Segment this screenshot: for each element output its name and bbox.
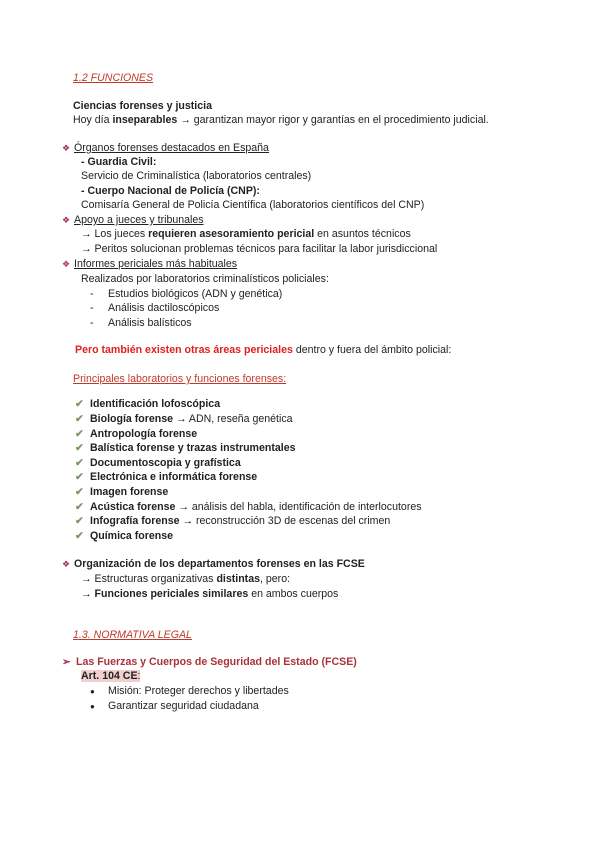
fcse-art: Art. 104 CE: [81, 670, 141, 682]
organos-title-row: ❖ Órganos forenses destacados en España [62, 142, 269, 154]
lab-item: ✔ Acústica forense → análisis del habla, identificación de interlocutores [75, 501, 422, 513]
apoyo-line1: → Los jueces requieren asesoramiento pericial en asuntos técnicos [81, 228, 411, 240]
ciencias-line: Hoy día inseparables → garantizan mayor rigor y garantías en el procedimiento judicial. [73, 114, 489, 126]
check-icon: ✔ [75, 471, 84, 483]
apoyo-title-row: ❖ Apoyo a jueces y tribunales [62, 214, 204, 226]
lab-item: ✔ Antropología forense [75, 428, 198, 440]
check-icon: ✔ [75, 398, 84, 410]
organos-cnp-label: - Cuerpo Nacional de Policía (CNP): [81, 185, 260, 197]
check-icon: ✔ [75, 530, 84, 542]
list-item: - Estudios biológicos (ADN y genética) [90, 288, 283, 300]
organizacion-title-row: ❖ Organización de los departamentos forenses en las FCSE [62, 558, 365, 570]
diamond-bullet-icon: ❖ [62, 559, 71, 569]
check-icon: ✔ [75, 486, 84, 498]
check-icon: ✔ [75, 442, 84, 454]
lab-item: ✔ Infografía forense → reconstrucción 3D de escenas del crimen [75, 515, 391, 527]
organizacion-line2: → Funciones periciales similares en ambos cuerpos [81, 588, 339, 600]
bullet-icon: ● [90, 702, 95, 711]
check-icon: ✔ [75, 413, 84, 425]
lab-item: ✔ Balística forense y trazas instrumentales [75, 442, 296, 454]
lab-item: ✔ Electrónica e informática forense [75, 471, 258, 483]
check-icon: ✔ [75, 515, 84, 527]
ciencias-heading: Ciencias forenses y justicia [73, 100, 212, 112]
bullet-icon: ● [90, 687, 95, 696]
apoyo-line2: → Peritos solucionan problemas técnicos para facilitar la labor jurisdiccional [81, 243, 438, 255]
lab-item: ✔ Documentoscopia y grafística [75, 457, 241, 469]
lab-item: ✔ Imagen forense [75, 486, 169, 498]
list-item: ● Misión: Proteger derechos y libertades [90, 685, 289, 697]
labs-title: Principales laboratorios y funciones forenses: [73, 373, 287, 385]
organos-gc-desc: Servicio de Criminalística (laboratorios centrales) [81, 170, 312, 182]
informes-title-row: ❖ Informes periciales más habituales [62, 258, 238, 270]
otras-areas-line: Pero también existen otras áreas periciales dentro y fuera del ámbito policial: [75, 344, 452, 356]
organos-cnp-desc: Comisaría General de Policía Científica (laboratorios científicos del CNP) [81, 199, 425, 211]
list-item: ● Garantizar seguridad ciudadana [90, 700, 259, 712]
section-title-funciones: 1.2 FUNCIONES [73, 72, 154, 84]
organizacion-line1: → Estructuras organizativas distintas, pero: [81, 573, 291, 585]
check-icon: ✔ [75, 457, 84, 469]
diamond-bullet-icon: ❖ [62, 215, 71, 225]
list-item: - Análisis dactiloscópicos [90, 302, 220, 314]
diamond-bullet-icon: ❖ [62, 143, 71, 153]
lab-item: ✔ Química forense [75, 530, 174, 542]
list-item: - Análisis balísticos [90, 317, 192, 329]
diamond-bullet-icon: ❖ [62, 259, 71, 269]
organos-gc-label: - Guardia Civil: [81, 156, 157, 168]
informes-intro: Realizados por laboratorios criminalísticos policiales: [81, 273, 329, 285]
section-title-normativa: 1.3. NORMATIVA LEGAL [73, 629, 192, 641]
lab-item: ✔ Identificación lofoscópica [75, 398, 221, 410]
check-icon: ✔ [75, 428, 84, 440]
check-icon: ✔ [75, 501, 84, 513]
arrow-bullet-icon: ➢ [62, 656, 71, 668]
lab-item: ✔ Biología forense → ADN, reseña genética [75, 413, 293, 425]
fcse-title-row: ➢ Las Fuerzas y Cuerpos de Seguridad del Estado (FCSE) [62, 656, 357, 668]
